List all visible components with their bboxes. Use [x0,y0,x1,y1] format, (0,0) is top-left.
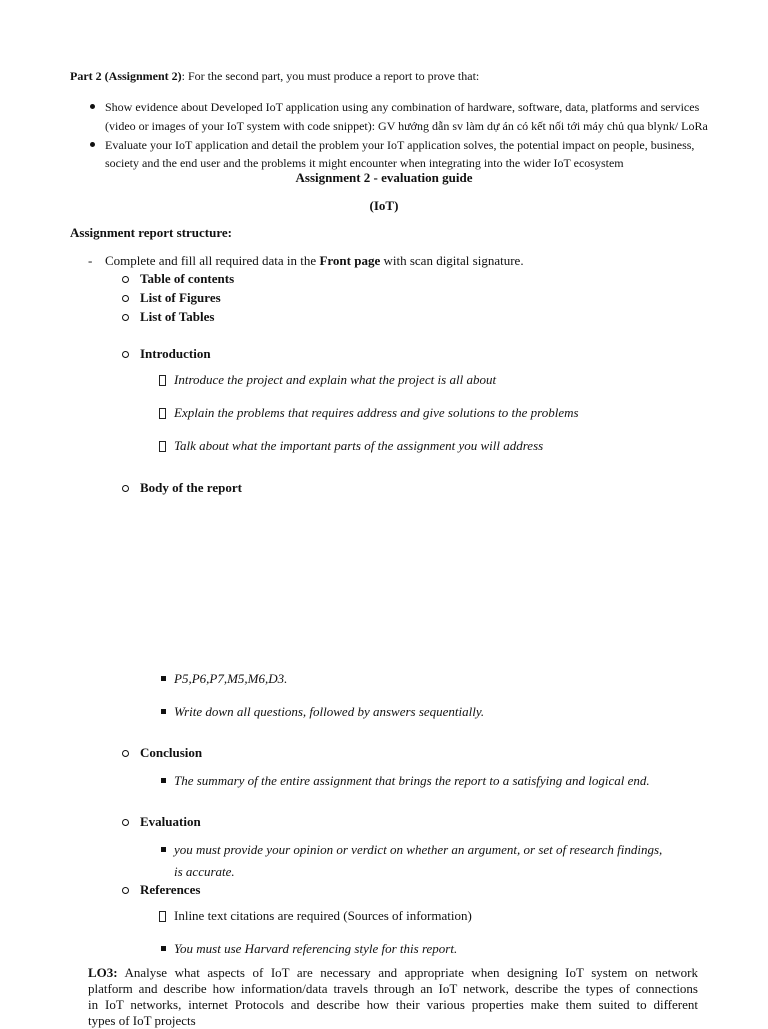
body-item: Write down all questions, followed by answers sequentially. [174,704,485,719]
intro-item: Introduce the project and explain what the project is all about [174,372,497,387]
part2-label: Part 2 (Assignment 2) [70,69,182,83]
ring-bullet-icon [122,351,129,358]
guide-subtitle: (IoT) [369,198,399,213]
ring-bullet-icon [122,485,129,492]
conclusion-heading: Conclusion [140,745,203,760]
bullet-icon [90,104,95,109]
lo3-line-4: types of IoT projects [88,1013,196,1028]
front-page-before: Complete and fill all required data in the [105,253,320,268]
intro-item: Talk about what the important parts of the assignment you will address [174,438,544,453]
conclusion-item: The summary of the entire assignment that brings the report to a satisfying and logical end. [174,773,650,788]
missing-glyph-icon [159,911,166,922]
lo3-line-2: platform and describe how information/data travels through an IoT network, describe the types of connections [88,981,698,996]
guide-title: Assignment 2 - evaluation guide [295,170,473,185]
square-bullet-icon [161,676,166,681]
body-item: P5,P6,P7,M5,M6,D3. [174,671,288,686]
references-item-2: You must use Harvard referencing style for this report. [174,941,458,956]
introduction-heading: Introduction [140,346,211,361]
part2-intro [70,69,479,84]
ring-bullet-icon [122,750,129,757]
ring-bullet-icon [122,276,129,283]
evaluation-line-1: you must provide your opinion or verdict on whether an argument, or set of research findings, [174,842,663,857]
references-item-1: Inline text citations are required (Sources of information) [174,908,472,923]
toc-item: List of Tables [140,309,215,324]
references-heading: References [140,882,201,897]
front-page-line [105,253,524,269]
front-page-after: with scan digital signature. [380,253,524,268]
evaluation-line-2: is accurate. [174,864,235,879]
square-bullet-icon [161,847,166,852]
missing-glyph-icon [159,441,166,452]
square-bullet-icon [161,709,166,714]
part2-text: : For the second part, you must produce a report to prove that: [181,69,480,83]
missing-glyph-icon [159,375,166,386]
front-page-dash: - [88,253,93,268]
toc-item: Table of contents [140,271,235,286]
structure-heading: Assignment report structure: [70,225,232,240]
bullet-2-line-2: society and the end user and the problems it might encounter when integrating into the wider IoT ecosystem [105,156,624,170]
bullet-1-line-1: Show evidence about Developed IoT application using any combination of hardware, software, data, platforms and services [105,100,700,114]
lo3-label: LO3: [88,965,118,980]
ring-bullet-icon [122,314,129,321]
body-heading: Body of the report [140,480,242,495]
front-page-bold: Front page [319,253,381,268]
missing-glyph-icon [159,408,166,419]
square-bullet-icon [161,778,166,783]
square-bullet-icon [161,946,166,951]
lo3-text-1: Analyse what aspects of IoT are necessary and appropriate when designing IoT system on network [117,965,698,980]
evaluation-heading: Evaluation [140,814,201,829]
bullet-2-line-1: Evaluate your IoT application and detail the problem your IoT application solves, the potential impact on people, business, [105,138,695,152]
lo3-line-1 [88,965,698,981]
ring-bullet-icon [122,887,129,894]
ring-bullet-icon [122,819,129,826]
intro-item: Explain the problems that requires address and give solutions to the problems [174,405,579,420]
lo3-line-3: in IoT networks, internet Protocols and describe how their various properties make them suited to different [88,997,698,1012]
toc-item: List of Figures [140,290,221,305]
bullet-icon [90,142,95,147]
ring-bullet-icon [122,295,129,302]
bullet-1-line-2: (video or images of your IoT system with code snippet): GV hướng dẫn sv làm dự án có kết nối tới máy chủ qua blynk/ LoRa [105,119,708,133]
